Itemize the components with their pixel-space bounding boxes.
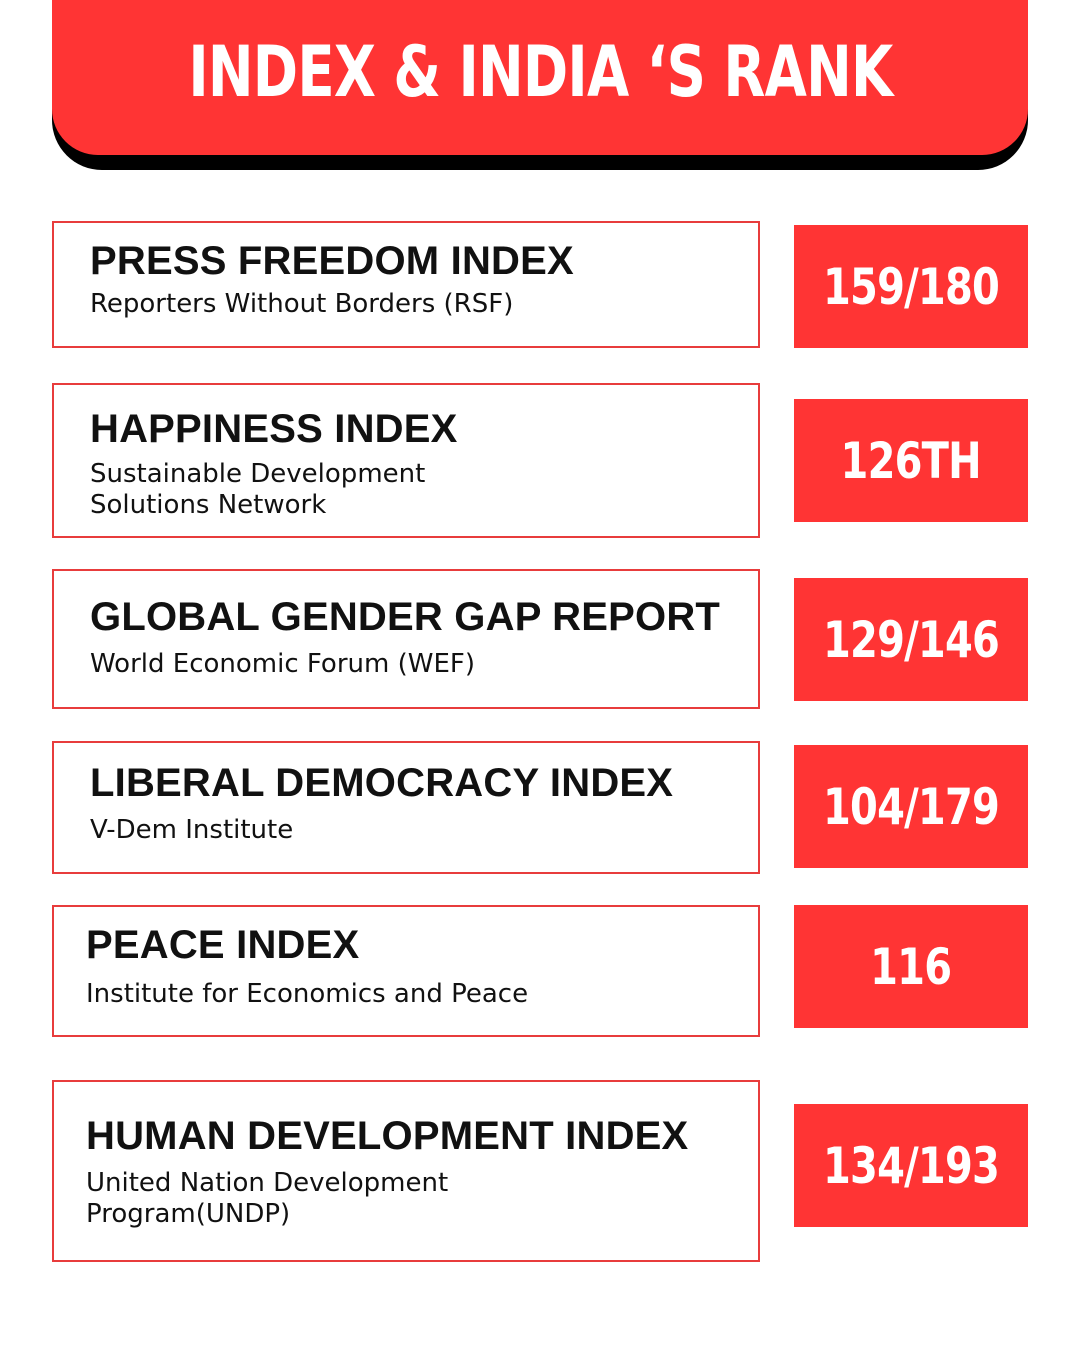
rank-badge-press-freedom — [794, 225, 1028, 348]
index-name: LIBERAL DEMOCRACY INDEX — [90, 761, 674, 805]
index-card-press-freedom — [52, 221, 760, 348]
index-source: Sustainable Development Solutions Network — [90, 459, 426, 520]
index-source: Reporters Without Borders (RSF) — [90, 289, 514, 319]
index-name: GLOBAL GENDER GAP REPORT — [90, 595, 721, 639]
index-name: HAPPINESS INDEX — [90, 407, 458, 451]
rank-badge-peace — [794, 905, 1028, 1028]
index-source: United Nation Development Program(UNDP) — [86, 1168, 449, 1229]
index-name: HUMAN DEVELOPMENT INDEX — [86, 1114, 689, 1158]
page-title: INDEX & INDIA ‘S RANK — [187, 30, 893, 113]
rank-value: 159/180 — [822, 257, 999, 316]
rank-value: 104/179 — [822, 777, 999, 836]
index-name: PEACE INDEX — [86, 923, 360, 967]
index-name: PRESS FREEDOM INDEX — [90, 239, 574, 283]
index-card-liberal-democracy — [52, 741, 760, 874]
rank-value: 126TH — [840, 431, 982, 490]
rank-value: 134/193 — [822, 1136, 999, 1195]
index-source: Institute for Economics and Peace — [86, 979, 529, 1009]
rank-value: 129/146 — [822, 610, 999, 669]
index-source: World Economic Forum (WEF) — [90, 649, 475, 679]
index-card-gender-gap — [52, 569, 760, 709]
rank-badge-human-development — [794, 1104, 1028, 1227]
index-card-human-development — [52, 1080, 760, 1262]
index-card-happiness — [52, 383, 760, 538]
rank-badge-happiness — [794, 399, 1028, 522]
rank-value: 116 — [870, 937, 952, 996]
rank-badge-liberal-democracy — [794, 745, 1028, 868]
header-banner — [52, 0, 1028, 155]
rank-badge-gender-gap — [794, 578, 1028, 701]
index-source: V-Dem Institute — [90, 815, 294, 845]
index-card-peace — [52, 905, 760, 1037]
